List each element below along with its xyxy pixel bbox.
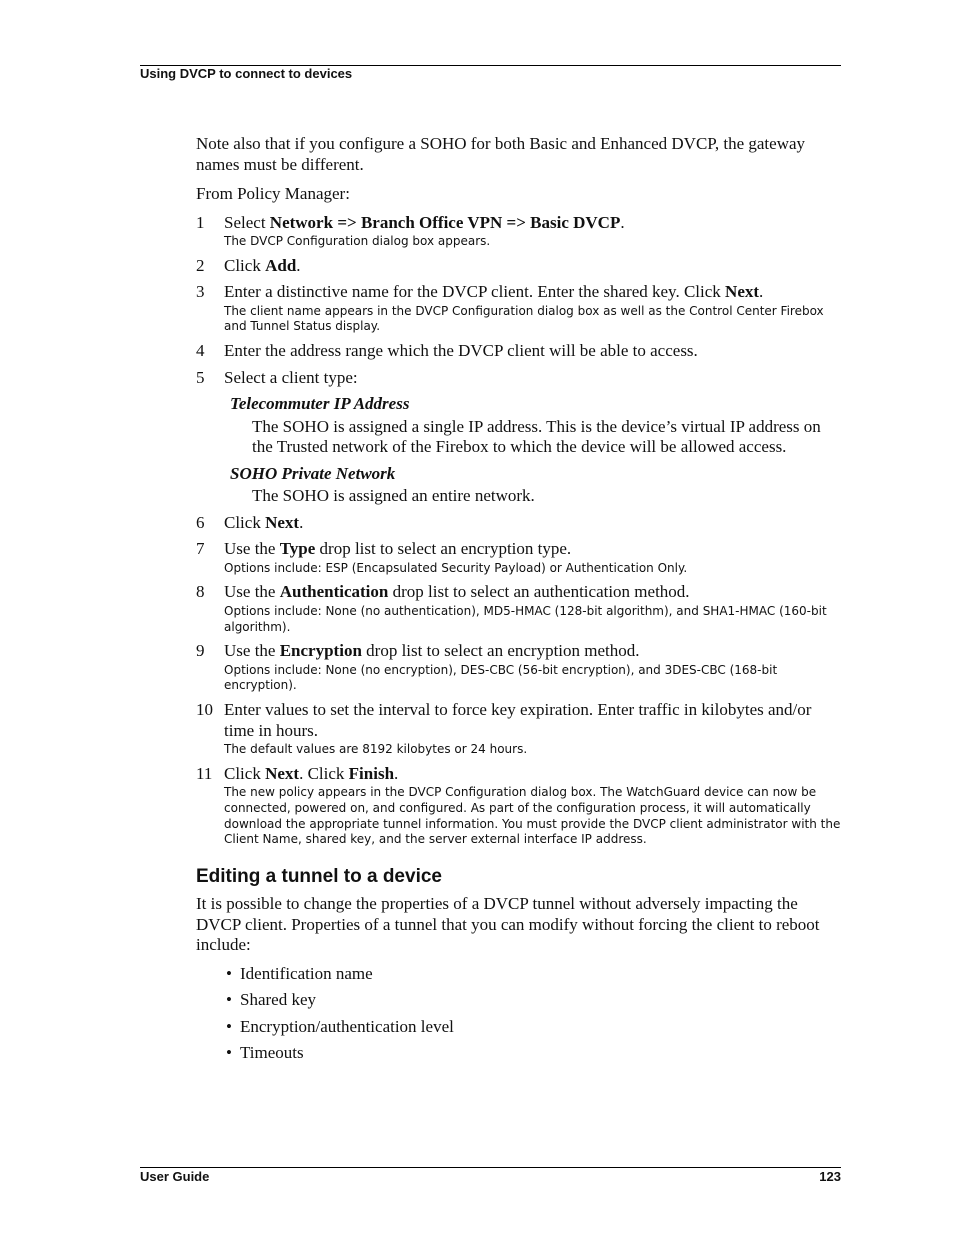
step-text: Click Next. Click Finish.: [224, 763, 399, 783]
step-number: 4: [196, 341, 205, 361]
client-type-description: The SOHO is assigned a single IP address. This is the device’s virtual IP address on the Trusted network of the Firebox to which the device will be allowed access.: [252, 416, 821, 457]
list-item: • Shared key: [226, 990, 317, 1010]
menu-arrow: =>: [333, 212, 361, 232]
step-text: Click Next.: [224, 512, 304, 532]
page-content: [196, 134, 842, 1070]
step-8: [196, 582, 842, 635]
step-1: [196, 213, 842, 250]
step-note: Options include: None (no encryption), DES-CBC (56-bit encryption), and 3DES-CBC (168-bit encryption).: [224, 662, 778, 693]
intro-lead: From Policy Manager:: [196, 184, 350, 203]
step-number: 6: [196, 512, 205, 532]
client-type-description: The SOHO is assigned an entire network.: [252, 486, 535, 506]
step-text: Select a client type:: [224, 367, 358, 387]
menu-basic-dvcp: Basic DVCP: [530, 212, 621, 232]
step-number: 10: [196, 700, 213, 720]
step-number: 8: [196, 582, 205, 602]
menu-branch-office-vpn: Branch Office VPN: [360, 212, 503, 232]
step-note: Options include: ESP (Encapsulated Security Payload) or Authentication Only.: [224, 560, 688, 575]
section-body: It is possible to change the properties of a DVCP tunnel without adversely impacting the DVCP client. Properties of a tunnel that you can modify without forcing the client to reboot include:: [196, 894, 820, 955]
running-header: Using DVCP to connect to devices: [140, 66, 353, 81]
footer-doc-title: User Guide: [140, 1169, 210, 1184]
step-number: 2: [196, 255, 205, 275]
step-number: 9: [196, 641, 205, 661]
step-number: 11: [196, 763, 213, 783]
footer-rule: [140, 1167, 841, 1168]
step-text: Enter the address range which the DVCP client will be able to access.: [224, 341, 698, 361]
step-text: Select Network => Branch Office VPN => Basic DVCP.: [224, 212, 625, 232]
step-3: [196, 282, 842, 335]
step-number: 3: [196, 282, 205, 302]
step-text: Enter a distinctive name for the DVCP client. Enter the shared key. Click Next.: [224, 282, 764, 302]
bullet: •: [226, 963, 232, 983]
intro-paragraph: Note also that if you configure a SOHO for both Basic and Enhanced DVCP, the gateway names must be different.: [196, 134, 806, 174]
step-note: The default values are 8192 kilobytes or 24 hours.: [224, 742, 528, 757]
step-note: Options include: None (no authentication), MD5-HMAC (128-bit algorithm), and SHA1-HMAC (160-bit algorithm).: [224, 603, 827, 634]
step-text: Use the Authentication drop list to select an authentication method.: [224, 582, 690, 602]
step-text: Use the Encryption drop list to select an encryption method.: [224, 641, 640, 661]
page-number: 123: [819, 1169, 841, 1184]
section-heading: Editing a tunnel to a device: [196, 866, 442, 888]
bullet: •: [226, 990, 232, 1010]
bullet: •: [226, 1016, 232, 1036]
step-text: Click Add.: [224, 255, 301, 275]
step-2: [196, 256, 842, 277]
client-type-term: SOHO Private Network: [230, 463, 396, 483]
step-text: Use the Type drop list to select an encryption type.: [224, 539, 572, 559]
step-6: [196, 513, 842, 534]
step-4: [196, 341, 842, 362]
step-9: [196, 641, 842, 694]
step-5: [196, 368, 842, 389]
step-note: The client name appears in the DVCP Configuration dialog box as well as the Control Center Firebox and Tunnel Status display.: [224, 303, 824, 334]
step-number: 1: [196, 212, 205, 232]
bullet: •: [226, 1043, 232, 1063]
step-7: [196, 539, 842, 576]
step-10: [196, 700, 842, 758]
step-text: Enter values to set the interval to force key expiration. Enter traffic in kilobytes and/or time in hours.: [224, 700, 812, 740]
list-item: • Encryption/authentication level: [226, 1016, 454, 1036]
step-note: The new policy appears in the DVCP Configuration dialog box. The WatchGuard device can now be connected, powered on, and configured. As part of the configuration process, it will automatically download the appropriate tunnel information. You must provide the DVCP client administrator with the Client Name, shared key, and the server external interface IP address.: [224, 785, 841, 847]
property-list: [196, 964, 842, 1064]
step-11: [196, 764, 842, 848]
step-note: The DVCP Configuration dialog box appears.: [224, 234, 491, 248]
list-item: • Timeouts: [226, 1043, 304, 1063]
step-number: 7: [196, 539, 205, 559]
menu-arrow: =>: [502, 212, 531, 232]
menu-network: Network: [269, 212, 334, 232]
client-type-term: Telecommuter IP Address: [230, 394, 410, 414]
list-item: • Identification name: [226, 963, 373, 983]
step-number: 5: [196, 367, 205, 387]
